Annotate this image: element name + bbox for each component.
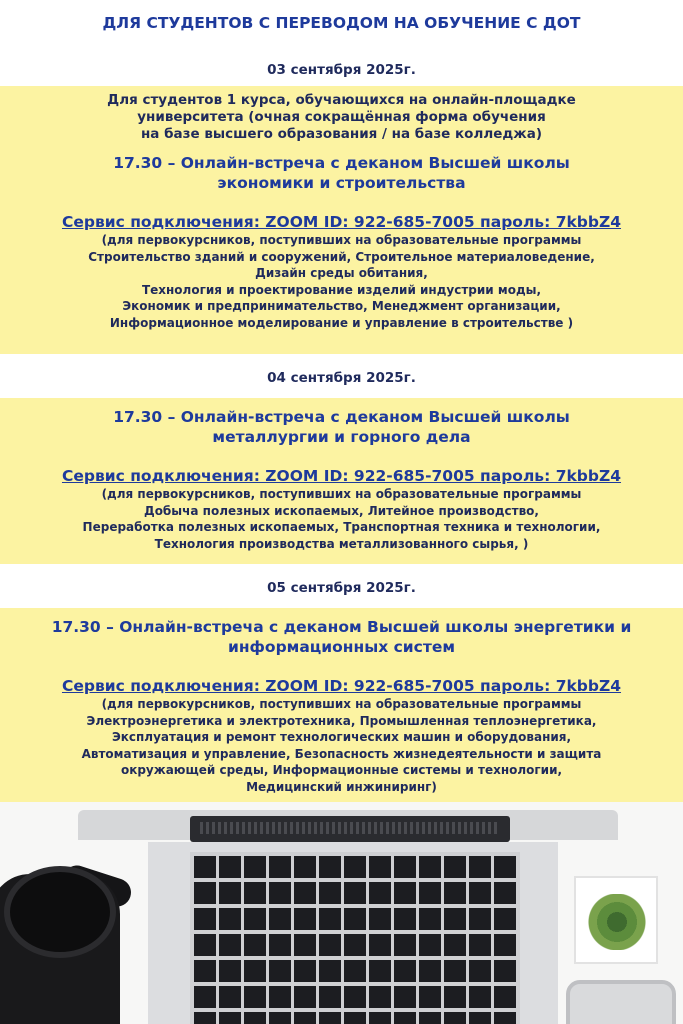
zoom-service-link[interactable]: Сервис подключения: ZOOM ID: 922-685-7005 пароль: 7kbbZ4 [61,213,622,231]
note-line: Автоматизация и управление, Безопасность жизнедеятельности и защита [81,746,602,761]
meeting-line: 17.30 – Онлайн-встреча с деканом Высшей школы [113,154,570,172]
meeting-heading [0,407,683,447]
page-title: ДЛЯ СТУДЕНТОВ С ПЕРЕВОДОМ НА ОБУЧЕНИЕ С ДОТ [102,14,581,32]
meeting-line: экономики и строительства [217,174,466,192]
meeting-heading [0,617,683,657]
programs-note [0,696,683,796]
schedule-block-day-3 [0,608,683,802]
schedule-block-day-1 [0,86,683,354]
intro-line: Для студентов 1 курса, обучающихся на онлайн-площадке [107,92,576,108]
keyboard-keys [194,856,516,1024]
note-line: Эксплуатация и ремонт технологических машин и оборудования, [111,730,572,745]
smartphone [566,980,676,1024]
schedule-block-day-2 [0,398,683,564]
note-line: окружающей среды, Информационные системы и технологии, [120,763,563,778]
note-line: Добыча полезных ископаемых, Литейное производство, [144,503,539,518]
note-line: Дизайн среды обитания, [255,266,428,281]
meeting-line: информационных систем [227,638,456,656]
note-line: Экономик и предпринимательство, Менеджмент организации, [122,299,561,314]
intro-text [0,92,683,143]
note-line: Технология производства металлизованного сырья, ) [154,536,529,551]
desk-photo [0,802,683,1024]
note-line: Медицинский инжиниринг) [246,779,437,794]
meeting-heading [0,153,683,193]
date-day-2: 04 сентября 2025г. [267,370,416,386]
laptop-vent [200,822,500,834]
note-line: (для первокурсников, поступивших на образовательные программы [101,487,582,501]
programs-note [0,232,683,332]
note-line: Электроэнергетика и электротехника, Промышленная теплоэнергетика, [86,713,597,728]
intro-line: университета (очная сокращённая форма обучения [137,109,546,125]
zoom-service-link[interactable]: Сервис подключения: ZOOM ID: 922-685-7005 пароль: 7kbbZ4 [61,677,622,695]
meeting-line: металлургии и горного дела [212,428,471,446]
date-day-3: 05 сентября 2025г. [267,580,416,596]
note-line: Строительство зданий и сооружений, Строительное материаловедение, [88,249,595,264]
note-line: Информационное моделирование и управление в строительстве ) [109,315,574,330]
programs-note [0,486,683,552]
zoom-service-link[interactable]: Сервис подключения: ZOOM ID: 922-685-7005 пароль: 7kbbZ4 [61,467,622,485]
note-line: Технология и проектирование изделий индустрии моды, [141,282,542,297]
note-line: (для первокурсников, поступивших на образовательные программы [101,233,582,247]
note-line: (для первокурсников, поступивших на образовательные программы [101,697,582,711]
note-line: Переработка полезных ископаемых, Транспортная техника и технологии, [82,520,601,535]
date-day-1: 03 сентября 2025г. [267,62,416,78]
intro-line: на базе высшего образования / на базе колледжа) [140,126,543,142]
succulent-plant [586,894,648,950]
meeting-line: 17.30 – Онлайн-встреча с деканом Высшей школы [113,408,570,426]
meeting-line: 17.30 – Онлайн-встреча с деканом Высшей школы энергетики и [51,618,632,636]
coffee-mug-rim [4,866,116,958]
